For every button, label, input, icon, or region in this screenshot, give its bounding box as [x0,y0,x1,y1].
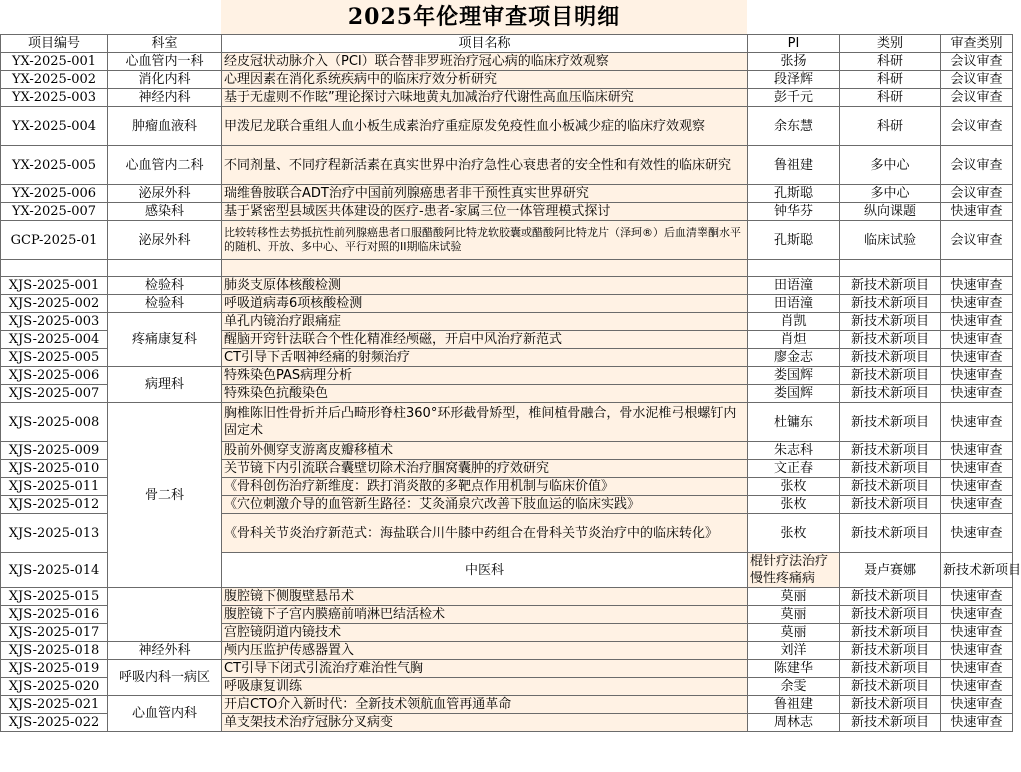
cell-dept[interactable]: 泌尿外科 [108,221,222,260]
cell-dept[interactable]: 心血管内一科 [108,53,222,71]
cell-review[interactable]: 快速审查 [941,313,1013,331]
cell-id[interactable]: XJS-2025-002 [1,295,108,313]
cell-name[interactable]: 瑞维鲁胺联合ADT治疗中国前列腺癌患者非干预性真实世界研究 [222,185,748,203]
cell-pi[interactable]: 田语潼 [748,295,840,313]
cell-dept[interactable]: 中医科 [222,553,748,588]
cell-pi[interactable]: 鲁祖建 [748,146,840,185]
cell-pi[interactable]: 莫丽 [748,624,840,642]
cell-pi[interactable]: 张枚 [748,478,840,496]
cell-dept[interactable]: 神经内科 [108,89,222,107]
cell-type[interactable]: 新技术新项目 [840,678,941,696]
cell-type[interactable]: 纵向课题 [840,203,941,221]
cell-id[interactable]: YX-2025-003 [1,89,108,107]
cell-id[interactable]: XJS-2025-017 [1,624,108,642]
col-header-name[interactable]: 项目名称 [222,35,748,53]
header-row [1,35,1013,53]
cell-name[interactable]: CT引导下舌咽神经痛的射频治疗 [222,349,748,367]
cell-id[interactable]: XJS-2025-019 [1,660,108,678]
cell-type[interactable]: 新技术新项目 [840,714,941,732]
cell-name[interactable]: 呼吸康复训练 [222,678,748,696]
cell-review[interactable]: 快速审查 [941,678,1013,696]
cell-review[interactable]: 会议审查 [941,71,1013,89]
cell-pi[interactable]: 孔斯聪 [748,185,840,203]
cell-type[interactable]: 新技术新项目 [840,478,941,496]
table-row [1,71,1013,89]
cell-type[interactable]: 多中心 [840,146,941,185]
cell-type[interactable]: 新技术新项目 [840,514,941,553]
cell-name[interactable]: 不同剂量、不同疗程新活素在真实世界中治疗急性心衰患者的安全性和有效性的临床研究 [222,146,748,185]
cell-review[interactable]: 快速审查 [941,442,1013,460]
cell-id[interactable]: XJS-2025-015 [1,588,108,606]
table-row [1,295,1013,313]
cell-id[interactable]: XJS-2025-011 [1,478,108,496]
cell-type[interactable]: 新技术新项目 [840,277,941,295]
table-row [1,221,1013,260]
cell-review[interactable]: 会议审查 [941,89,1013,107]
ethics-review-table [0,34,1021,732]
cell-review[interactable]: 快速审查 [941,403,1013,442]
cell-review[interactable]: 会议审查 [941,185,1013,203]
table-row [1,696,1013,714]
blank-cell[interactable] [840,260,941,277]
cell-type[interactable]: 新技术新项目 [840,367,941,385]
cell-pi[interactable]: 钟华芬 [748,203,840,221]
cell-review[interactable]: 会议审查 [941,146,1013,185]
cell-id[interactable]: XJS-2025-006 [1,367,108,385]
cell-id[interactable]: XJS-2025-020 [1,678,108,696]
cell-name[interactable]: 基于无虚则不作眩”理论探讨六味地黄丸加减治疗代谢性高血压临床研究 [222,89,748,107]
cell-id[interactable]: XJS-2025-001 [1,277,108,295]
cell-type[interactable]: 新技术新项目 [840,624,941,642]
cell-id[interactable]: GCP-2025-01 [1,221,108,260]
table-row [1,146,1013,185]
cell-review[interactable]: 快速审查 [941,385,1013,403]
cell-type[interactable]: 新技术新项目 [840,696,941,714]
col-header-pi[interactable]: PI [748,35,840,53]
col-header-id[interactable]: 项目编号 [1,35,108,53]
cell-type[interactable]: 新技术新项目 [840,642,941,660]
cell-dept[interactable]: 疼痛康复科 [108,313,222,367]
cell-review[interactable]: 快速审查 [941,660,1013,678]
cell-id[interactable]: YX-2025-001 [1,53,108,71]
cell-pi[interactable]: 张枚 [748,496,840,514]
cell-review[interactable]: 会议审查 [941,221,1013,260]
cell-dept[interactable]: 检验科 [108,277,222,295]
cell-name[interactable]: 股前外侧穿支游离皮瓣移植术 [222,442,748,460]
blank-cell[interactable] [222,260,748,277]
blank-cell[interactable] [941,260,1013,277]
cell-dept[interactable]: 检验科 [108,295,222,313]
cell-id[interactable]: XJS-2025-003 [1,313,108,331]
cell-name[interactable]: 开启CTO介入新时代：全新技术领航血管再通革命 [222,696,748,714]
cell-id[interactable]: XJS-2025-005 [1,349,108,367]
cell-type[interactable]: 新技术新项目 [840,295,941,313]
cell-name[interactable]: 比较转移性去势抵抗性前列腺癌患者口服醋酸阿比特龙软胶囊或醋酸阿比特龙片（泽珂®）后血清睾酮水平的随机、开放、多中心、平行对照的II期临床试验 [222,221,748,260]
cell-type[interactable]: 科研 [840,53,941,71]
cell-type[interactable]: 新技术新项目 [840,606,941,624]
cell-review[interactable]: 快速审查 [941,642,1013,660]
cell-review[interactable]: 快速审查 [941,478,1013,496]
cell-id[interactable]: XJS-2025-004 [1,331,108,349]
cell-pi[interactable]: 朱志科 [748,442,840,460]
cell-name[interactable]: 关节镜下内引流联合囊壁切除术治疗腘窝囊肿的疗效研究 [222,460,748,478]
cell-dept[interactable]: 心血管内科 [108,696,222,732]
cell-type[interactable]: 新技术新项目 [840,403,941,442]
cell-name[interactable]: 腹腔镜下侧腹壁悬吊术 [222,588,748,606]
cell-name[interactable]: 棍针疗法治疗慢性疼痛病 [748,553,840,588]
cell-type[interactable]: 新技术新项目 [840,385,941,403]
cell-id[interactable]: XJS-2025-010 [1,460,108,478]
cell-pi[interactable]: 孔斯聪 [748,221,840,260]
cell-pi[interactable]: 娄国辉 [748,385,840,403]
table-row [1,107,1013,146]
cell-review[interactable]: 快速审查 [941,460,1013,478]
cell-type[interactable]: 新技术新项目 [840,313,941,331]
cell-dept[interactable]: 泌尿外科 [108,185,222,203]
cell-name[interactable]: 宫腔镜阴道内镜技术 [222,624,748,642]
cell-pi[interactable]: 刘洋 [748,642,840,660]
cell-type[interactable]: 科研 [840,71,941,89]
cell-dept[interactable]: 呼吸内科一病区 [108,660,222,696]
cell-dept[interactable]: 病理科 [108,367,222,403]
cell-review[interactable]: 快速审查 [941,514,1013,553]
cell-name[interactable]: 甲泼尼龙联合重组人血小板生成素治疗重症原发免疫性血小板减少症的临床疗效观察 [222,107,748,146]
cell-name[interactable]: 特殊染色抗酸染色 [222,385,748,403]
cell-id[interactable]: XJS-2025-018 [1,642,108,660]
cell-id[interactable]: XJS-2025-013 [1,514,108,553]
cell-id[interactable]: XJS-2025-007 [1,385,108,403]
cell-pi[interactable]: 彭千元 [748,89,840,107]
cell-review[interactable]: 快速审查 [941,331,1013,349]
cell-review[interactable]: 快速审查 [941,714,1013,732]
cell-pi[interactable]: 张扬 [748,53,840,71]
cell-pi[interactable]: 肖凯 [748,313,840,331]
cell-name[interactable]: 呼吸道病毒6项核酸检测 [222,295,748,313]
cell-type[interactable]: 临床试验 [840,221,941,260]
cell-pi[interactable]: 杜镛东 [748,403,840,442]
cell-pi[interactable]: 文正春 [748,460,840,478]
cell-dept[interactable]: 消化内科 [108,71,222,89]
cell-id[interactable]: XJS-2025-008 [1,403,108,442]
cell-pi[interactable]: 陈建华 [748,660,840,678]
cell-id[interactable]: YX-2025-004 [1,107,108,146]
blank-cell[interactable] [1,260,108,277]
cell-pi[interactable]: 鲁祖建 [748,696,840,714]
cell-name[interactable]: 肺炎支原体核酸检测 [222,277,748,295]
title-left-blank [0,0,221,34]
blank-cell[interactable] [748,260,840,277]
cell-dept[interactable]: 感染科 [108,203,222,221]
cell-review[interactable]: 快速审查 [941,295,1013,313]
table-row [1,313,1013,331]
cell-dept[interactable]: 神经外科 [108,642,222,660]
cell-dept[interactable]: 肿瘤血液科 [108,107,222,146]
col-header-type[interactable]: 类别 [840,35,941,53]
cell-name[interactable]: 《骨科关节炎治疗新范式：海盐联合川牛膝中药组合在骨科关节炎治疗中的临床转化》 [222,514,748,553]
cell-name[interactable]: CT引导下闭式引流治疗难治性气胸 [222,660,748,678]
table-row [1,642,1013,660]
table-row [1,185,1013,203]
cell-name[interactable]: 腹腔镜下子宫内膜癌前哨淋巴结活检术 [222,606,748,624]
cell-id[interactable]: XJS-2025-016 [1,606,108,624]
cell-review[interactable]: 快速审查 [941,349,1013,367]
cell-pi[interactable]: 张枚 [748,514,840,553]
cell-type[interactable]: 新技术新项目 [840,460,941,478]
cell-name[interactable]: 胸椎陈旧性骨折并后凸畸形脊柱360°环形截骨矫型，椎间植骨融合，骨水泥椎弓根螺钉内固定术 [222,403,748,442]
cell-pi[interactable]: 娄国辉 [748,367,840,385]
cell-pi[interactable]: 余雯 [748,678,840,696]
table-row [1,403,1013,442]
cell-pi[interactable]: 田语潼 [748,277,840,295]
cell-id[interactable]: YX-2025-007 [1,203,108,221]
cell-type[interactable]: 新技术新项目 [941,553,1013,588]
cell-pi[interactable]: 莫丽 [748,606,840,624]
cell-review[interactable]: 快速审查 [941,496,1013,514]
cell-review[interactable]: 会议审查 [941,107,1013,146]
cell-review[interactable]: 快速审查 [941,606,1013,624]
cell-type[interactable]: 新技术新项目 [840,496,941,514]
cell-type[interactable]: 新技术新项目 [840,588,941,606]
table-row [1,203,1013,221]
cell-pi[interactable]: 肖炟 [748,331,840,349]
cell-type[interactable]: 新技术新项目 [840,349,941,367]
cell-review[interactable]: 快速审查 [941,277,1013,295]
cell-name[interactable]: 单支架技术治疗冠脉分叉病变 [222,714,748,732]
cell-name[interactable]: 经皮冠状动脉介入（PCI）联合替非罗班治疗冠心病的临床疗效观察 [222,53,748,71]
cell-name[interactable]: 单孔内镜治疗跟痛症 [222,313,748,331]
cell-pi[interactable]: 段泽辉 [748,71,840,89]
cell-type[interactable]: 新技术新项目 [840,331,941,349]
cell-name[interactable]: 心理因素在消化系统疾病中的临床疗效分析研究 [222,71,748,89]
cell-id[interactable]: XJS-2025-021 [1,696,108,714]
col-header-dept[interactable]: 科室 [108,35,222,53]
cell-id[interactable]: YX-2025-002 [1,71,108,89]
table-row [1,367,1013,385]
cell-id[interactable]: XJS-2025-014 [1,553,108,588]
cell-name[interactable]: 基于紧密型县域医共体建设的医疗-患者-家属三位一体管理模式探讨 [222,203,748,221]
cell-name[interactable]: 颅内压监护传感器置入 [222,642,748,660]
table-row [1,660,1013,678]
cell-id[interactable]: XJS-2025-022 [1,714,108,732]
blank-row [1,260,1013,277]
table-row [1,53,1013,71]
cell-review[interactable]: 快速审查 [941,588,1013,606]
cell-id[interactable]: YX-2025-005 [1,146,108,185]
table-row [1,89,1013,107]
cell-review[interactable]: 会议审查 [941,53,1013,71]
cell-review[interactable]: 快速审查 [941,367,1013,385]
cell-review[interactable]: 快速审查 [941,696,1013,714]
cell-review[interactable]: 快速审查 [941,203,1013,221]
table-row [1,588,1013,606]
cell-type[interactable]: 新技术新项目 [840,442,941,460]
blank-cell[interactable] [108,260,222,277]
cell-type[interactable]: 科研 [840,107,941,146]
cell-pi[interactable]: 聂卢赛娜 [840,553,941,588]
cell-type[interactable]: 新技术新项目 [840,660,941,678]
sheet-title: 2025年伦理审查项目明细 [221,0,747,34]
cell-id[interactable]: YX-2025-006 [1,185,108,203]
cell-pi[interactable]: 廖金志 [748,349,840,367]
col-header-review[interactable]: 审查类别 [941,35,1013,53]
cell-name[interactable]: 《骨科创伤治疗新维度：跌打消炎散的多靶点作用机制与临床价值》 [222,478,748,496]
cell-id[interactable]: XJS-2025-009 [1,442,108,460]
cell-pi[interactable]: 周林志 [748,714,840,732]
table-row [1,277,1013,295]
cell-name[interactable]: 特殊染色PAS病理分析 [222,367,748,385]
cell-id[interactable]: XJS-2025-012 [1,496,108,514]
cell-review[interactable]: 快速审查 [941,624,1013,642]
cell-dept[interactable]: 骨二科 [108,403,222,588]
cell-type[interactable]: 多中心 [840,185,941,203]
cell-pi[interactable]: 莫丽 [748,588,840,606]
cell-type[interactable]: 科研 [840,89,941,107]
cell-dept[interactable]: 心血管内二科 [108,146,222,185]
cell-name[interactable]: 《穴位刺激介导的血管新生路径：艾灸涌泉穴改善下肢血运的临床实践》 [222,496,748,514]
cell-pi[interactable]: 余东慧 [748,107,840,146]
cell-name[interactable]: 醒脑开窍针法联合个性化精准经颅磁，开启中风治疗新范式 [222,331,748,349]
cell-dept-blank[interactable] [108,588,222,642]
